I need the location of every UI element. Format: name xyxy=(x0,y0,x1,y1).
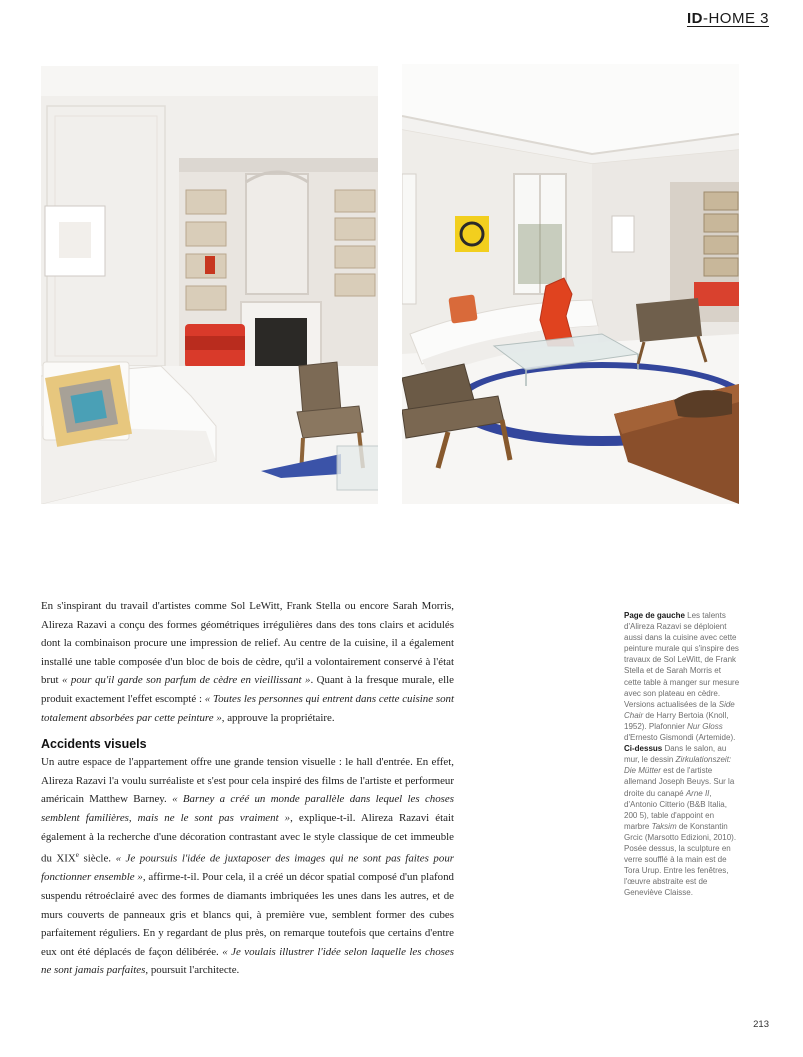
text-run: , affirme-t-il. Pour cela, il a créé un décor spatial composé d'un plafond suspendu rétroéclairé avec des formes de diamants imbriquées les unes dans les autres, et de murs couverts de panneaux gris et blancs qui, à première vue, semblent former des cubes parfaitement réguliers. En y regardant de plus près, on remarque toutefois que certains d'entre eux ont été déplacés de façon délibérée. xyxy=(41,871,455,958)
text-run: Un autre espace de l'appartement offre une grande tension visuelle : le hall d'entrée. En effet, Alireza Razavi l'a voulu surréaliste et s'est pour cela inspiré des films de l'artiste et performeur américain Matthew Barney. xyxy=(41,756,454,806)
text-run: Taksim xyxy=(651,821,677,831)
text-run: de Harry Bertoia (Knoll, 1952). Plafonnier xyxy=(624,710,729,731)
article-body xyxy=(41,597,454,980)
text-run: « Je voulais illustrer l'idée selon laquelle les choses ne sont jamais parfaites xyxy=(41,945,454,977)
photo-kitchen-illustration xyxy=(41,66,378,504)
photo-living-room xyxy=(402,64,739,504)
section-heading: Accidents visuels xyxy=(41,737,147,752)
text-run: Zirkulationszeit: Die Mütter xyxy=(624,755,732,776)
photo-living-room-illustration xyxy=(402,64,739,504)
text-run: « pour qu'il garde son parfum de cèdre en vieillissant » xyxy=(62,674,311,687)
text-run: Side Chair xyxy=(624,699,735,720)
text-run: Arne II xyxy=(685,788,710,798)
text-run: « Je poursuis l'idée de juxtaposer des images qui ne sont pas faites pour fonctionner ensemble » xyxy=(41,852,454,884)
text-run: Page de gauche xyxy=(624,611,688,620)
magazine-section-tag: ID-HOME 3 xyxy=(686,10,769,27)
text-run: Ci-dessus xyxy=(624,744,663,754)
text-run: siècle. xyxy=(78,852,116,865)
text-run: « Toutes les personnes qui entrent dans cette cuisine sont totalement absorbées par cette peinture » xyxy=(41,692,454,724)
text-run: En s'inspirant du travail d'artistes comme Sol LeWitt, Frank Stella ou encore Sarah Morris, Alireza Razavi a conçu des formes géométriques irrégulières dans des tons clairs et acidulés dont la combinaison procure une impression de relief. Au centre de la cuisine, il a également installé une table composée d'un bloc de bois de cèdre, qu'il a volontairement conservé à l'état brut xyxy=(41,600,454,687)
page-number: 213 xyxy=(753,1019,769,1030)
text-run: « Barney a créé un monde parallèle dans lequel les choses semblent familières, mais ne le sont pas vraiment » xyxy=(41,793,454,824)
text-run: , poursuit l'architecte. xyxy=(145,964,240,977)
text-run: Nur Gloss xyxy=(687,721,723,731)
photo-kitchen-view xyxy=(41,66,378,504)
text-run: Dans le salon, au mur, le dessin xyxy=(624,744,727,765)
text-run: de Konstantin Grcic (Marsotto Edizioni, 2010). Posée dessus, la sculpture en verre soufflé à la main est de Tora Urup. Entre les fenêtres, l'œuvre abstraite est de Geneviève Claisse. xyxy=(624,821,737,898)
photo-caption xyxy=(624,610,740,898)
text-run: , d'Antonio Citterio (B&B Italia, 200 5), table d'appoint en marbre xyxy=(624,788,727,831)
text-run: d'Ernesto Gismondi (Artemide). xyxy=(624,733,736,743)
text-run: Les talents d'Alireza Razavi se déploient aussi dans la cuisine avec cette peinture murale qui s'inspire des travaux de Sol LeWitt, de Frank Stella et de Sarah Morris et cette table à manger sur mesure avec son plateau en cèdre. Versions actualisées de la xyxy=(624,611,740,709)
text-run: . Quant à la fresque murale, elle produit exactement l'effet escompté : xyxy=(41,674,454,705)
text-run: , explique-t-il. Alireza Razavi était également à la recherche d'une décoration contrastant avec le style classique de cet immeuble du XIX xyxy=(41,811,454,865)
text-run: est de l'artiste allemand Joseph Beuys. Sur la droite du canapé xyxy=(624,766,735,798)
article-paragraph-2 xyxy=(41,753,454,980)
article-paragraph-1 xyxy=(41,597,454,727)
text-run: e xyxy=(75,851,79,860)
text-run: , approuve la propriétaire. xyxy=(221,711,335,724)
